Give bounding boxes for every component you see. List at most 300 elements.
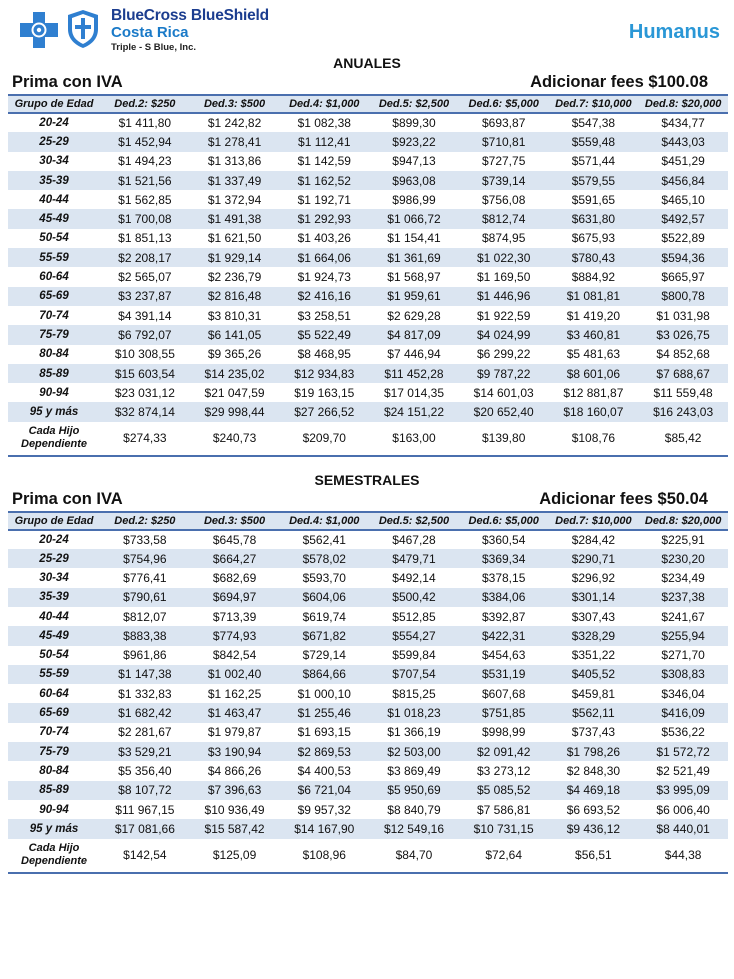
premium-cell: $665,97 [661, 270, 705, 285]
premium-cell: $9 365,26 [207, 347, 262, 362]
premium-cell: $1 682,42 [118, 706, 172, 721]
age-group-cell: 65-69 [39, 290, 69, 303]
table-body [8, 530, 728, 873]
premium-cell: $1 979,87 [207, 725, 262, 740]
premium-cell: $405,52 [571, 667, 616, 682]
age-group-cell: 70-74 [39, 726, 69, 739]
premium-cell: $6 792,07 [118, 327, 172, 342]
premium-cell: $237,38 [661, 590, 705, 605]
brand-block [111, 8, 269, 52]
plan-name: Humanus [628, 21, 720, 43]
age-group-cell: 25-29 [39, 552, 69, 565]
premium-cell: $11 559,48 [653, 385, 713, 400]
table-row [8, 800, 728, 819]
premium-cell: $434,77 [661, 116, 705, 131]
child-premium-cell: $240,73 [190, 422, 280, 456]
premium-cell: $284,42 [571, 532, 616, 547]
premium-cell: $9 436,12 [566, 821, 621, 836]
age-group-cell: 85-89 [39, 367, 69, 380]
premium-cell: $710,81 [481, 134, 526, 149]
premium-cell: $739,14 [481, 173, 526, 188]
table-row [8, 132, 728, 151]
child-premium-cell: $163,00 [369, 422, 459, 456]
page-header [0, 0, 734, 54]
premium-cell: $780,43 [571, 250, 616, 265]
premium-cell: $607,68 [481, 686, 526, 701]
age-group-cell: 35-39 [39, 174, 69, 187]
section-anuales [0, 54, 734, 457]
table-body [8, 113, 728, 456]
premium-cell: $3 237,87 [118, 289, 172, 304]
premium-cell: $923,22 [392, 134, 436, 149]
age-group-cell: 20-24 [39, 533, 69, 546]
premium-cell: $842,54 [212, 648, 257, 663]
premium-cell: $351,22 [571, 648, 616, 663]
table-row [8, 819, 728, 838]
premium-cell: $296,92 [571, 570, 616, 585]
child-label-line1: Cada Hijo [28, 425, 80, 438]
premium-cell: $1 621,50 [207, 231, 262, 246]
premium-cell: $737,43 [571, 725, 616, 740]
premium-cell: $1 452,94 [118, 134, 172, 149]
premium-cell: $12 549,16 [383, 821, 444, 836]
premium-cell: $1 022,30 [476, 250, 531, 265]
table-row [8, 229, 728, 248]
table-row [8, 607, 728, 626]
table-row [8, 152, 728, 171]
premium-cell: $1 169,50 [476, 270, 531, 285]
age-group-cell: 55-59 [39, 668, 69, 681]
premium-cell: $15 603,54 [114, 366, 175, 381]
table-row [8, 568, 728, 587]
column-header: Grupo de Edad [8, 512, 100, 530]
premium-cell: $6 693,52 [566, 802, 621, 817]
table-row [8, 703, 728, 722]
fees-label: Adicionar fees $50.04 [539, 489, 708, 508]
table-row [8, 530, 728, 549]
premium-cell: $1 924,73 [297, 270, 351, 285]
premium-cell: $682,69 [212, 570, 257, 585]
table-row [8, 646, 728, 665]
premium-cell: $8 468,95 [297, 347, 351, 362]
child-dependent-label [8, 839, 100, 873]
premium-cell: $693,87 [481, 116, 526, 131]
premium-cell: $947,13 [392, 154, 436, 169]
brand-tagline: Triple - S Blue, Inc. [111, 41, 196, 53]
premium-cell: $729,14 [302, 648, 346, 663]
premium-cell: $998,99 [481, 725, 526, 740]
age-group-cell: 60-64 [39, 271, 69, 284]
column-header: Ded.6: $5,000 [459, 95, 549, 113]
premium-cell: $1 572,72 [656, 744, 710, 759]
age-group-cell: 30-34 [39, 155, 69, 168]
premium-cell: $234,49 [661, 570, 705, 585]
table-row [8, 364, 728, 383]
premium-cell: $21 047,59 [204, 385, 265, 400]
premium-cell: $2 869,53 [297, 744, 351, 759]
premium-cell: $1 192,71 [297, 192, 351, 207]
premium-cell: $492,14 [392, 570, 436, 585]
age-group-cell: 65-69 [39, 707, 69, 720]
child-label-line2: Dependiente [21, 855, 88, 867]
premium-cell: $1 922,59 [476, 308, 531, 323]
rate-table-semestrales [8, 511, 728, 874]
premium-cell: $328,29 [571, 628, 616, 643]
table-row [8, 248, 728, 267]
premium-cell: $10 731,15 [473, 821, 534, 836]
premium-cell: $899,30 [392, 116, 436, 131]
premium-cell: $20 652,40 [473, 405, 534, 420]
premium-cell: $1 366,19 [387, 725, 441, 740]
child-premium-cell: $209,70 [279, 422, 369, 456]
prima-label: Prima con IVA [12, 489, 123, 508]
age-group-cell: 90-94 [39, 803, 69, 816]
premium-cell: $4 852,68 [656, 347, 710, 362]
premium-cell: $1 568,97 [387, 270, 441, 285]
premium-cell: $2 281,67 [118, 725, 172, 740]
premium-cell: $9 787,22 [476, 366, 531, 381]
premium-cell: $307,43 [571, 609, 616, 624]
child-dependent-row [8, 422, 728, 456]
premium-cell: $7 446,94 [387, 347, 441, 362]
blue-shield-logo-icon [66, 9, 100, 49]
premium-cell: $500,42 [392, 590, 436, 605]
premium-cell: $522,89 [661, 231, 705, 246]
premium-cell: $812,07 [123, 609, 167, 624]
age-group-cell: 50-54 [39, 232, 69, 245]
child-premium-cell: $139,80 [459, 422, 549, 456]
section-semestrales [0, 471, 734, 874]
premium-cell: $17 014,35 [383, 385, 444, 400]
premium-cell: $2 565,07 [118, 270, 172, 285]
brand-name: BlueCross BlueShield [111, 7, 269, 24]
table-row [8, 761, 728, 780]
premium-cell: $562,41 [302, 532, 346, 547]
table-row [8, 588, 728, 607]
premium-cell: $5 356,40 [118, 763, 172, 778]
premium-cell: $4 400,53 [297, 763, 351, 778]
table-row [8, 306, 728, 325]
premium-cell: $465,10 [661, 192, 705, 207]
age-group-cell: 50-54 [39, 649, 69, 662]
premium-cell: $536,22 [661, 725, 705, 740]
premium-cell: $733,58 [123, 532, 167, 547]
age-group-cell: 60-64 [39, 687, 69, 700]
premium-cell: $1 332,83 [118, 686, 172, 701]
premium-cell: $29 998,44 [204, 405, 265, 420]
premium-cell: $11 452,28 [384, 366, 444, 381]
age-group-cell: 25-29 [39, 135, 69, 148]
premium-cell: $1 337,49 [207, 173, 262, 188]
age-group-cell: 95 y más [29, 822, 79, 835]
premium-cell: $1 082,38 [297, 116, 351, 131]
premium-cell: $579,55 [571, 173, 616, 188]
premium-cell: $14 167,90 [294, 821, 355, 836]
premium-cell: $512,85 [392, 609, 436, 624]
table-row [8, 665, 728, 684]
premium-cell: $631,80 [571, 212, 616, 227]
premium-cell: $4 024,99 [476, 327, 531, 342]
premium-cell: $3 810,31 [207, 308, 262, 323]
premium-cell: $3 273,12 [476, 763, 531, 778]
premium-cell: $15 587,42 [204, 821, 265, 836]
age-group-cell: 80-84 [39, 348, 69, 361]
premium-cell: $671,82 [302, 628, 346, 643]
premium-cell: $578,02 [302, 551, 346, 566]
premium-cell: $1 002,40 [207, 667, 262, 682]
child-label-line2: Dependiente [21, 438, 88, 451]
premium-cell: $2 521,49 [656, 763, 710, 778]
premium-cell: $774,93 [212, 628, 257, 643]
premium-cell: $1 018,23 [387, 706, 441, 721]
premium-cell: $1 693,15 [297, 725, 351, 740]
age-group-cell: 45-49 [39, 213, 69, 226]
table-row [8, 190, 728, 209]
column-header: Ded.4: $1,000 [279, 512, 369, 530]
premium-cell: $1 031,98 [656, 308, 710, 323]
premium-cell: $1 929,14 [207, 250, 262, 265]
premium-cell: $986,99 [392, 192, 436, 207]
premium-cell: $883,38 [123, 628, 167, 643]
premium-cell: $24 151,22 [383, 405, 444, 420]
premium-cell: $6 721,04 [297, 783, 351, 798]
premium-cell: $812,74 [481, 212, 526, 227]
premium-cell: $756,08 [481, 192, 526, 207]
premium-cell: $694,97 [212, 590, 257, 605]
premium-cell: $664,27 [212, 551, 257, 566]
premium-cell: $3 995,09 [656, 783, 710, 798]
rate-table-anuales [8, 94, 728, 457]
premium-cell: $547,38 [571, 116, 616, 131]
column-header: Grupo de Edad [8, 95, 100, 113]
premium-cell: $3 460,81 [566, 327, 621, 342]
premium-cell: $479,71 [392, 551, 436, 566]
premium-cell: $593,70 [302, 570, 346, 585]
premium-cell: $675,93 [571, 231, 616, 246]
age-group-cell: 90-94 [39, 386, 69, 399]
premium-cell: $4 469,18 [566, 783, 621, 798]
premium-cell: $559,48 [571, 134, 616, 149]
table-row [8, 626, 728, 645]
premium-cell: $8 601,06 [566, 366, 621, 381]
premium-cell: $392,87 [481, 609, 526, 624]
premium-cell: $2 503,00 [387, 744, 441, 759]
child-premium-cell: $85,42 [638, 422, 728, 456]
premium-cell: $594,36 [661, 250, 705, 265]
premium-cell: $3 026,75 [656, 327, 710, 342]
table-row [8, 549, 728, 568]
premium-cell: $2 208,17 [118, 250, 172, 265]
premium-cell: $1 851,13 [118, 231, 172, 246]
premium-cell: $591,65 [571, 192, 616, 207]
premium-cell: $1 463,47 [207, 706, 262, 721]
child-premium-cell: $108,76 [549, 422, 639, 456]
premium-cell: $645,78 [212, 532, 257, 547]
premium-cell: $1 491,38 [207, 212, 262, 227]
premium-cell: $19 163,15 [294, 385, 355, 400]
premium-cell: $2 091,42 [476, 744, 531, 759]
premium-cell: $271,70 [661, 648, 705, 663]
premium-cell: $12 934,83 [294, 366, 355, 381]
premium-cell: $604,06 [302, 590, 346, 605]
table-row [8, 402, 728, 421]
premium-cell: $308,83 [661, 667, 705, 682]
premium-cell: $456,84 [661, 173, 705, 188]
column-header: Ded.3: $500 [190, 95, 280, 113]
premium-cell: $17 081,66 [114, 821, 175, 836]
child-dependent-row [8, 839, 728, 873]
table-row [8, 781, 728, 800]
premium-cell: $1 112,41 [298, 134, 351, 149]
premium-cell: $6 006,40 [656, 802, 710, 817]
section-title: SEMESTRALES [314, 471, 420, 488]
premium-cell: $1 446,96 [476, 289, 531, 304]
premium-cell: $1 403,26 [297, 231, 351, 246]
premium-cell: $754,96 [123, 551, 167, 566]
age-group-cell: 40-44 [39, 610, 69, 623]
premium-cell: $422,31 [481, 628, 526, 643]
age-group-cell: 35-39 [39, 591, 69, 604]
blue-cross-logo-icon [20, 12, 58, 48]
table-row [8, 113, 728, 132]
premium-cell: $11 967,15 [115, 802, 175, 817]
premium-cell: $225,91 [661, 532, 705, 547]
premium-cell: $1 313,86 [207, 154, 262, 169]
premium-cell: $454,63 [481, 648, 526, 663]
column-header: Ded.3: $500 [190, 512, 280, 530]
age-group-cell: 85-89 [39, 784, 69, 797]
premium-cell: $1 255,46 [297, 706, 351, 721]
premium-cell: $1 664,06 [297, 250, 351, 265]
child-premium-cell: $56,51 [549, 839, 639, 873]
table-row [8, 209, 728, 228]
premium-cell: $6 141,05 [207, 327, 262, 342]
premium-cell: $230,20 [661, 551, 705, 566]
table-row [8, 345, 728, 364]
premium-cell: $1 292,93 [297, 212, 351, 227]
premium-cell: $360,54 [481, 532, 526, 547]
premium-cell: $864,66 [302, 667, 346, 682]
premium-cell: $571,44 [571, 154, 616, 169]
premium-cell: $18 160,07 [563, 405, 624, 420]
premium-cell: $12 881,87 [563, 385, 624, 400]
prima-label: Prima con IVA [12, 73, 123, 91]
column-header: Ded.8: $20,000 [638, 95, 728, 113]
premium-cell: $14 235,02 [204, 366, 265, 381]
premium-cell: $7 586,81 [476, 802, 531, 817]
age-group-cell: 20-24 [39, 117, 69, 130]
premium-cell: $7 688,67 [656, 366, 710, 381]
table-header-row [8, 512, 728, 530]
premium-cell: $5 522,49 [297, 327, 351, 342]
premium-cell: $5 481,63 [566, 347, 621, 362]
premium-cell: $1 562,85 [118, 192, 172, 207]
table-row [8, 171, 728, 190]
child-premium-cell: $44,38 [638, 839, 728, 873]
prima-row [8, 72, 726, 94]
premium-cell: $2 416,16 [297, 289, 351, 304]
premium-cell: $531,19 [481, 667, 526, 682]
child-premium-cell: $84,70 [369, 839, 459, 873]
age-group-cell: 45-49 [39, 629, 69, 642]
premium-cell: $443,03 [661, 134, 705, 149]
child-dependent-label [8, 422, 100, 456]
premium-cell: $2 816,48 [207, 289, 262, 304]
premium-cell: $2 236,79 [207, 270, 262, 285]
premium-cell: $459,81 [571, 686, 616, 701]
child-label-line1: Cada Hijo [28, 842, 80, 854]
premium-cell: $790,61 [123, 590, 167, 605]
premium-cell: $23 031,12 [114, 385, 175, 400]
column-header: Ded.8: $20,000 [638, 512, 728, 530]
premium-cell: $384,06 [481, 590, 526, 605]
premium-cell: $32 874,14 [114, 405, 175, 420]
premium-cell: $290,71 [571, 551, 616, 566]
table-row [8, 383, 728, 402]
premium-cell: $16 243,03 [653, 405, 714, 420]
premium-cell: $1 142,59 [297, 154, 351, 169]
premium-cell: $14 601,03 [473, 385, 534, 400]
age-group-cell: 70-74 [39, 309, 69, 322]
premium-cell: $1 959,61 [387, 289, 441, 304]
prima-row [8, 489, 726, 511]
premium-cell: $1 154,41 [387, 231, 441, 246]
premium-cell: $751,85 [481, 706, 526, 721]
premium-cell: $1 081,81 [566, 289, 621, 304]
premium-cell: $3 258,51 [297, 308, 351, 323]
premium-cell: $884,92 [571, 270, 616, 285]
table-row [8, 325, 728, 344]
premium-cell: $378,15 [481, 570, 526, 585]
premium-cell: $5 950,69 [387, 783, 441, 798]
child-premium-cell: $72,64 [459, 839, 549, 873]
table-row [8, 742, 728, 761]
premium-cell: $562,11 [572, 706, 615, 721]
age-group-cell: 55-59 [39, 251, 69, 264]
premium-cell: $7 396,63 [207, 783, 262, 798]
premium-cell: $6 299,22 [476, 347, 531, 362]
premium-cell: $554,27 [392, 628, 436, 643]
premium-cell: $9 957,32 [297, 802, 351, 817]
premium-cell: $963,08 [392, 173, 436, 188]
premium-cell: $776,41 [123, 570, 167, 585]
premium-cell: $4 866,26 [207, 763, 262, 778]
premium-cell: $5 085,52 [476, 783, 531, 798]
premium-cell: $1 798,26 [566, 744, 621, 759]
premium-cell: $1 147,38 [118, 667, 172, 682]
premium-cell: $4 391,14 [118, 308, 172, 323]
premium-cell: $1 494,23 [118, 154, 172, 169]
table-header-row [8, 95, 728, 113]
premium-cell: $1 242,82 [207, 116, 262, 131]
column-header: Ded.4: $1,000 [279, 95, 369, 113]
premium-cell: $961,86 [123, 648, 167, 663]
premium-cell: $1 278,41 [207, 134, 262, 149]
premium-cell: $3 529,21 [118, 744, 172, 759]
premium-cell: $800,78 [661, 289, 705, 304]
premium-cell: $416,09 [661, 706, 705, 721]
premium-cell: $874,95 [481, 231, 526, 246]
table-row [8, 723, 728, 742]
age-group-cell: 75-79 [39, 328, 69, 341]
fees-label: Adicionar fees $100.08 [530, 73, 708, 91]
premium-cell: $27 266,52 [294, 405, 355, 420]
child-premium-cell: $125,09 [190, 839, 280, 873]
table-row [8, 684, 728, 703]
premium-cell: $1 361,69 [387, 250, 441, 265]
column-header: Ded.5: $2,500 [369, 512, 459, 530]
age-group-cell: 95 y más [29, 406, 79, 419]
